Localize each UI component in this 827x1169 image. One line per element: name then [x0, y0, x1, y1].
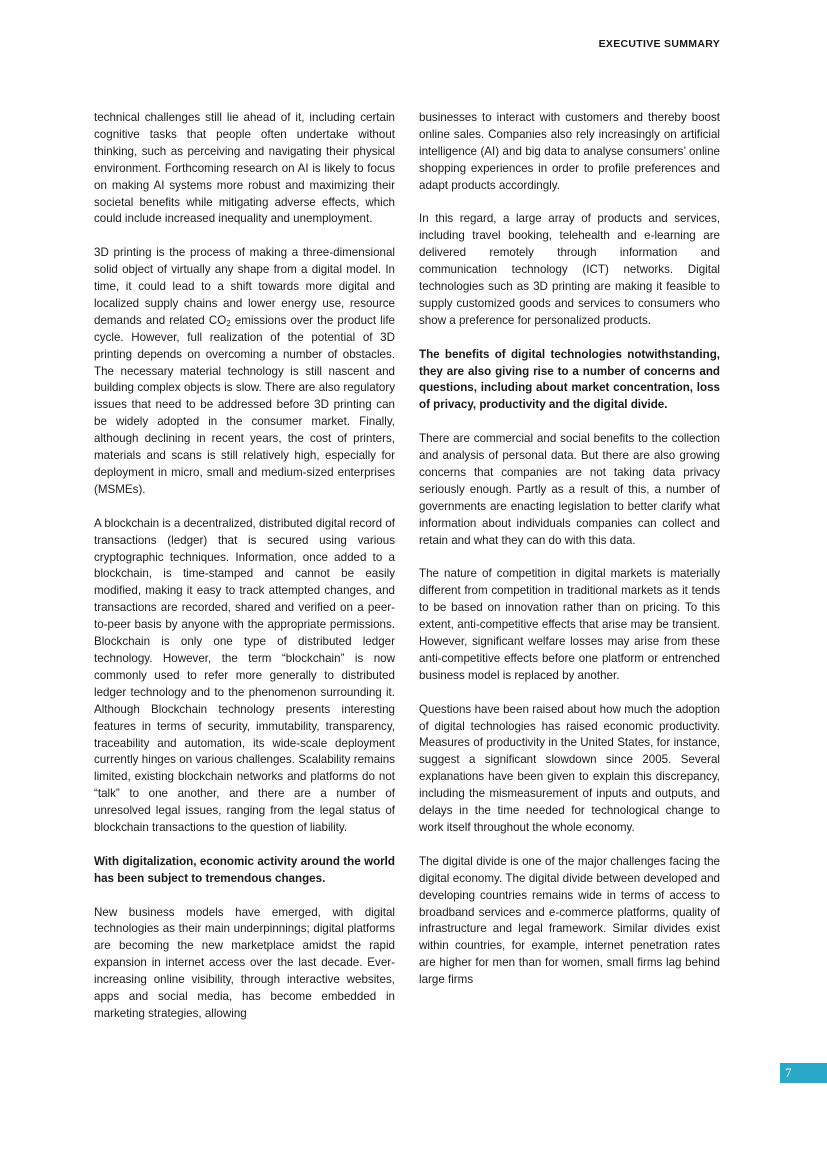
paragraph-3d-printing-part1: 3D printing is the process of making a three-dimensional solid object of virtually any shape from a digital model. In time, it could lead to a shift towards more digital and localized supply chains and lower energy use, resource demands and related CO	[94, 246, 395, 327]
paragraph-remote-services: In this regard, a large array of products and services, including travel booking, telehealth and e-learning are delivered remotely through information and communication technology (ICT) networks. Digital technologies such as 3D printing are making it feasible to supply customized goods and services to consumers who show a preference for personalized products.	[419, 212, 720, 327]
paragraph-blockchain: A blockchain is a decentralized, distributed digital record of transactions (ledger) that is secured using various cryptographic techniques. Information, once added to a blockchain, is time-stamped and cannot be easily modified, making it easy to track attempted changes, and transactions are recorded, shared and verified on a peer-to-peer basis by anyone with the appropriate permissions. Blockchain is only one type of distributed ledger technology. However, the term “blockchain” is now commonly used to refer more generally to distributed ledger technology and to the phenomenon surrounding it. Although Blockchain technology presents interesting features in terms of security, immutability, transparency, traceability and automation, its wide-scale deployment currently hinges on various challenges. Scalability remains limited, existing blockchain networks and platforms do not “talk” to one another, and there are a number of unresolved legal issues, ranging from the legal status of blockchain transactions to the question of liability.	[94, 516, 395, 835]
paragraph-competition: The nature of competition in digital markets is materially different from competition in traditional markets as it tends to be based on innovation rather than on pricing. To this extent, anti-competitive effects that arise may be transient. However, significant welfare losses may arise from these anti-competitive effects before one platform or entrenched business model is replaced by another.	[419, 567, 720, 682]
paragraph-business-models: New business models have emerged, with digital technologies as their main underpinnings; digital platforms are becoming the new marketplace amidst the rapid expansion in internet access over the last decade. Ever-increasing online visibility, through interactive websites, apps and social media, has become embedded in marketing strategies, allowing	[94, 905, 395, 1020]
paragraph-online-sales: businesses to interact with customers and thereby boost online sales. Companies also rely increasingly on artificial intelligence (AI) and big data to analyse consumers’ online shopping experiences in order to profile preferences and adapt products accordingly.	[419, 111, 720, 192]
paragraph-data-privacy: There are commercial and social benefits to the collection and analysis of personal data. But there are also growing concerns that companies are not taking data privacy seriously enough. Partly as a result of this, a number of governments are enacting legislation to better clarify what information about individuals companies can collect and retain and what they can do with this data.	[419, 432, 720, 547]
bold-heading-concerns: The benefits of digital technologies notwithstanding, they are also giving rise to a number of concerns and questions, including about market concentration, loss of privacy, productivity and the digital divide.	[419, 347, 720, 412]
right-column	[419, 110, 720, 1006]
paragraph-productivity: Questions have been raised about how much the adoption of digital technologies has raised economic productivity. Measures of productivity in the United States, for instance, suggest a significant slowdown since 2005. Several explanations have been given to explain this discrepancy, including the mismeasurement of inputs and outputs, and delays in the time needed for technological change to work itself throughout the whole economy.	[419, 702, 720, 834]
co2-subscript: 2	[226, 318, 231, 328]
paragraph-3d-printing-part2: emissions over the product life cycle. However, full realization of the potential of 3D printing depends on overcoming a number of obstacles. The necessary material technology is still nascent and building complex objects is slow. There are also regulatory issues that need to be addressed before 3D printing can be widely adopted in the consumer market. Finally, although declining in recent years, the cost of printers, materials and scans is still relatively high, especially for deployment in micro, small and medium-sized enterprises (MSMEs).	[94, 313, 396, 496]
paragraph-ai-challenges: technical challenges still lie ahead of it, including certain cognitive tasks that people often undertake without thinking, such as perceiving and navigating their physical environment. Forthcoming research on AI is likely to focus on making AI systems more robust and maximizing their societal benefits while mitigating adverse effects, which could include increased inequality and unemployment.	[94, 111, 395, 226]
paragraph-3d-printing	[94, 245, 395, 499]
page-number-badge: 7	[780, 1063, 827, 1083]
section-title: EXECUTIVE SUMMARY	[598, 38, 720, 50]
left-column	[94, 110, 395, 1040]
paragraph-digital-divide: The digital divide is one of the major challenges facing the digital economy. The digital divide between developed and developing countries remains wide in terms of access to broadband services and e-commerce platforms, quality of infrastructure and legal framework. Similar divides exist within countries, for example, internet penetration rates are higher for men than for women, small firms lag behind large firms	[419, 854, 720, 987]
bold-heading-digitalization: With digitalization, economic activity around the world has been subject to tremendous changes.	[94, 854, 395, 885]
